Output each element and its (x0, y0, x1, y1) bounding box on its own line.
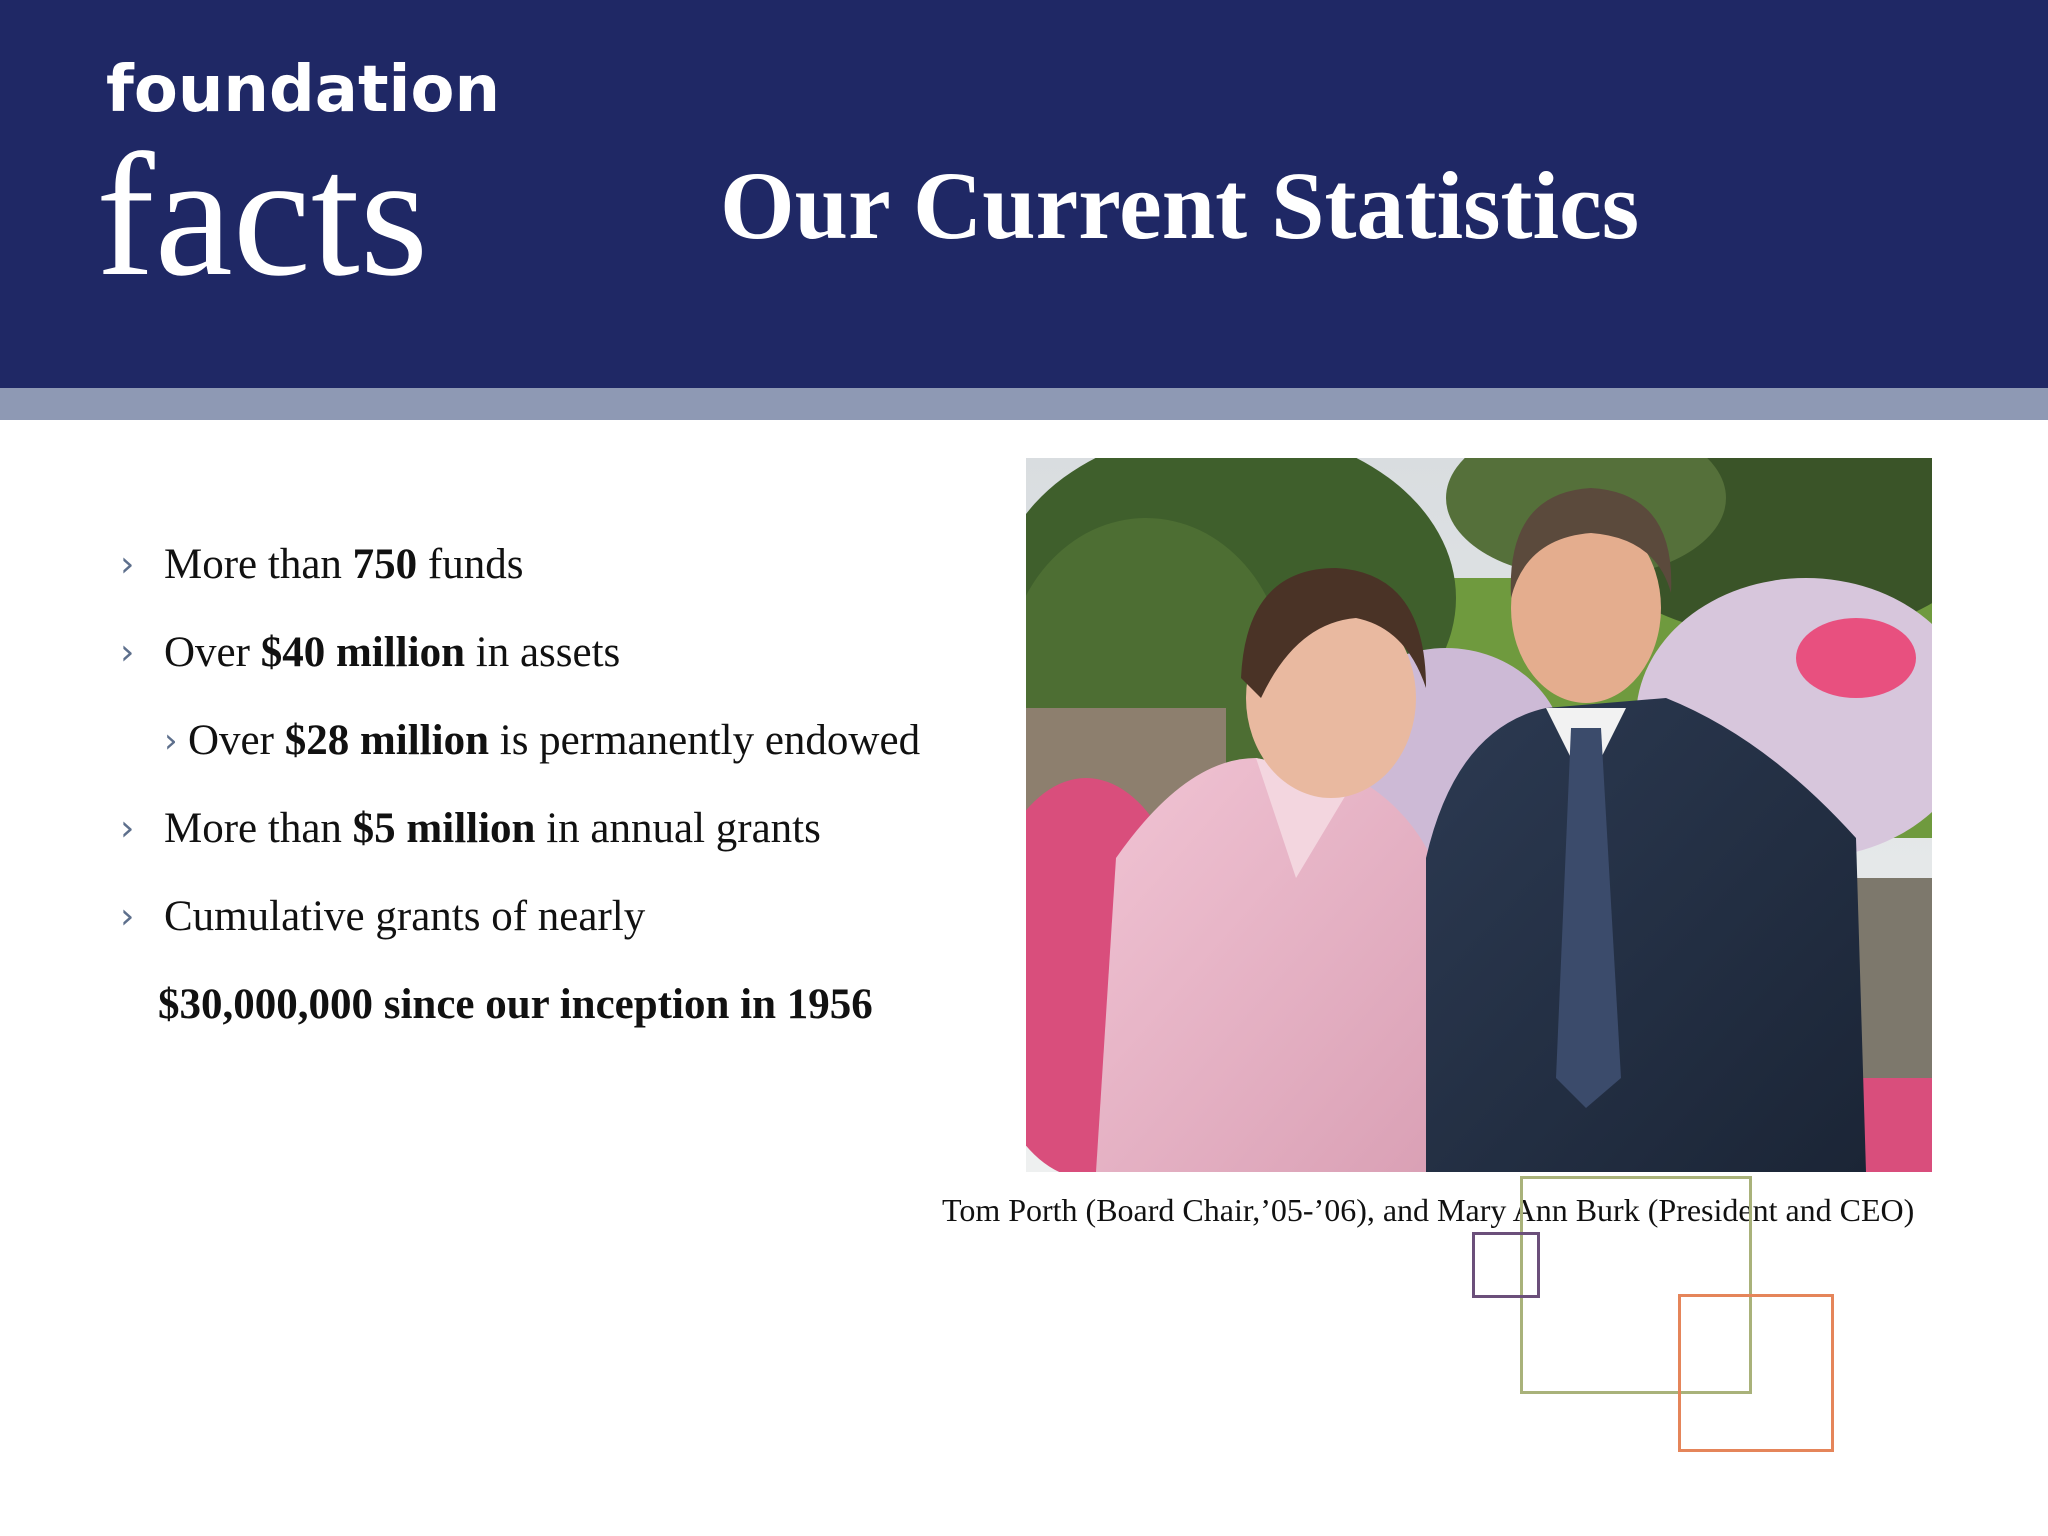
photo-illustration (1026, 458, 1932, 1172)
list-item-assets (120, 616, 1000, 704)
board-photo (1026, 458, 1932, 1172)
bullet-text-pre: More than (164, 805, 353, 852)
photo-caption: Tom Porth (Board Chair,’05-’06), and Mary Ann Burk (President and CEO) (942, 1192, 1915, 1228)
bullet-text-post: funds (417, 541, 524, 588)
list-item-annual-grants (120, 792, 1000, 880)
bullet-chevron-icon: › (120, 808, 135, 849)
bullet-text-bold: 750 (352, 541, 418, 588)
bullet-text-post: in annual grants (535, 805, 821, 852)
statistics-list (120, 528, 1000, 1056)
bullet-text-bold: $28 million (284, 717, 489, 764)
bullet-text-pre: More than (164, 541, 353, 588)
bullet-text-bold: $40 million (260, 629, 465, 676)
decorative-square-orange (1678, 1294, 1834, 1452)
logo-facts-text: facts (96, 118, 429, 313)
bullet-text-pre: Over (164, 629, 261, 676)
list-item-funds (120, 528, 1000, 616)
bullet-text-post: in assets (465, 629, 621, 676)
bullet-text-post: is permanently endowed (489, 717, 921, 764)
bullet-text-bold: $30,000,000 since our inception in 1956 (158, 981, 873, 1028)
decorative-square-purple (1472, 1232, 1540, 1298)
list-item-endowed (120, 704, 1000, 792)
header-accent-band (0, 388, 2048, 420)
logo-foundation-text: foundation (106, 53, 500, 127)
bullet-text-bold: $5 million (352, 805, 536, 852)
bullet-text: Cumulative grants of nearly (164, 893, 646, 940)
bullet-chevron-icon: › (120, 544, 135, 585)
header-bar (0, 0, 2048, 388)
bullet-chevron-icon: › (120, 632, 135, 673)
sub-bullet-chevron-icon: › (164, 721, 178, 761)
list-item-cumulative-grants (120, 880, 1000, 968)
bullet-text-pre: Over (188, 717, 285, 764)
slide-title: Our Current Statistics (720, 152, 1640, 259)
list-item-cumulative-continuation (120, 968, 1000, 1056)
bullet-chevron-icon: › (120, 896, 135, 937)
